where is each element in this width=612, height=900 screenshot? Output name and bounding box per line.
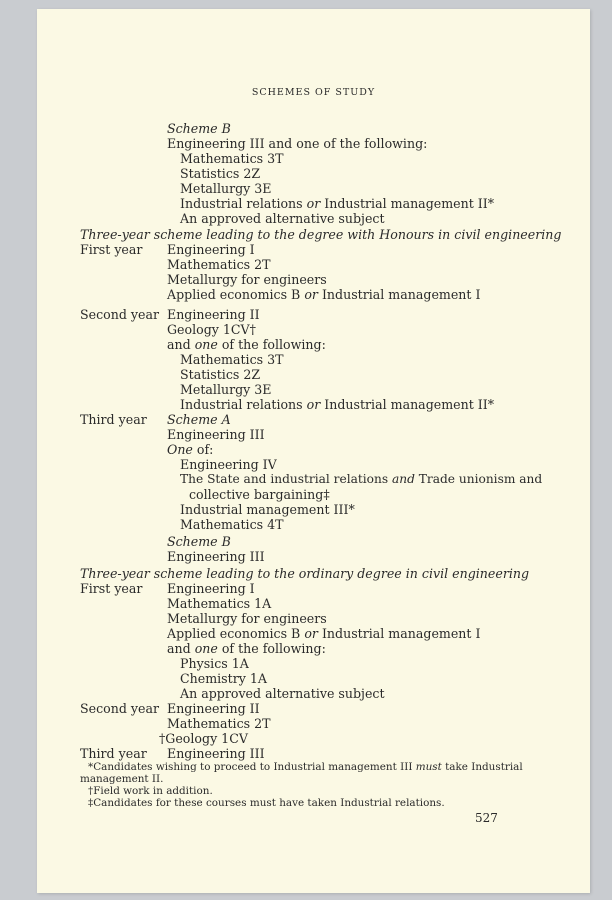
course-line <box>167 626 480 641</box>
year-label: Third year <box>80 746 147 761</box>
course-line: Chemistry 1A <box>180 671 267 686</box>
course-line: Statistics 2Z <box>180 367 261 382</box>
footnote-star-continued: management II. <box>80 773 164 785</box>
course-line: Engineering II <box>167 701 260 716</box>
emphasis: or <box>306 196 321 211</box>
course-line: Engineering III and one of the following: <box>167 136 428 151</box>
scheme-b-heading: Scheme B <box>167 121 231 136</box>
course-line: Mathematics 3T <box>180 151 284 166</box>
course-line <box>180 196 494 211</box>
course-line: Industrial management III* <box>180 502 355 517</box>
course-line: Mathematics 1A <box>167 596 272 611</box>
course-line: Engineering II <box>167 307 260 322</box>
text-part: The State and industrial relations <box>180 472 392 486</box>
text-part: of the following: <box>217 337 326 352</box>
footnote-star <box>88 761 523 773</box>
text-part: Trade unionism and <box>414 472 543 486</box>
emphasis: and <box>391 472 415 486</box>
emphasis: One <box>167 442 193 457</box>
course-line <box>180 397 494 412</box>
course-line: Statistics 2Z <box>180 166 261 181</box>
course-line: Mathematics 2T <box>167 716 271 731</box>
course-line <box>180 472 542 487</box>
emphasis: or <box>304 626 318 641</box>
course-line: Physics 1A <box>180 656 249 671</box>
year-label: Second year <box>80 701 159 716</box>
text-part: of: <box>192 442 214 457</box>
text-part: Industrial relations <box>180 397 307 412</box>
emphasis: or <box>306 397 321 412</box>
text-part: and <box>167 337 195 352</box>
running-header: SCHEMES OF STUDY <box>251 87 376 98</box>
course-line: An approved alternative subject <box>180 211 385 226</box>
course-line <box>167 337 326 352</box>
emphasis: or <box>304 287 318 302</box>
course-line <box>167 442 213 457</box>
footnote-dagger: †Field work in addition. <box>88 785 213 797</box>
course-line: Mathematics 3T <box>180 352 284 367</box>
year-label: Third year <box>80 412 147 427</box>
scheme-a-heading: Scheme A <box>167 412 231 427</box>
course-line: Metallurgy 3E <box>180 382 272 397</box>
text-part: Industrial relations <box>180 196 307 211</box>
text-part: Applied economics B <box>167 287 305 302</box>
section-heading-ordinary: Three-year scheme leading to the ordinary degree in civil engineering <box>80 566 530 581</box>
text-part: of the following: <box>217 641 326 656</box>
text-part: Industrial management I <box>317 626 481 641</box>
year-label: Second year <box>80 307 159 322</box>
text-part: Industrial management I <box>317 287 481 302</box>
section-heading-honours: Three-year scheme leading to the degree with Honours in civil engineering <box>80 227 562 242</box>
emphasis: one <box>194 641 218 656</box>
course-line: collective bargaining‡ <box>189 487 330 502</box>
course-line <box>167 641 326 656</box>
course-line: Metallurgy for engineers <box>167 611 327 626</box>
text-part: Applied economics B <box>167 626 305 641</box>
page-content <box>37 9 590 893</box>
text-part: *Candidates wishing to proceed to Industrial management III <box>88 761 416 773</box>
course-line: Metallurgy for engineers <box>167 272 327 287</box>
footnote-double-dagger: ‡Candidates for these courses must have taken Industrial relations. <box>88 797 445 809</box>
course-line: Mathematics 4T <box>180 517 284 532</box>
page-number: 527 <box>475 811 498 825</box>
course-line: Engineering III <box>167 427 265 442</box>
text-part: Industrial management II* <box>320 397 495 412</box>
text-part: and <box>167 641 195 656</box>
text-part: take Industrial <box>441 761 523 773</box>
year-label: First year <box>80 242 143 257</box>
emphasis: must <box>415 761 442 773</box>
course-line: Metallurgy 3E <box>180 181 272 196</box>
scheme-b-heading: Scheme B <box>167 534 231 549</box>
course-line: Engineering I <box>167 242 255 257</box>
year-label: First year <box>80 581 143 596</box>
course-line: Engineering III <box>167 549 265 564</box>
page <box>37 9 590 893</box>
course-line: Engineering I <box>167 581 255 596</box>
course-line: †Geology 1CV <box>159 731 248 746</box>
course-line: Engineering IV <box>180 457 277 472</box>
course-line: Mathematics 2T <box>167 257 271 272</box>
course-line: Geology 1CV† <box>167 322 256 337</box>
emphasis: one <box>194 337 218 352</box>
course-line: An approved alternative subject <box>180 686 385 701</box>
course-line: Engineering III <box>167 746 265 761</box>
text-part: Industrial management II* <box>320 196 495 211</box>
course-line <box>167 287 480 302</box>
